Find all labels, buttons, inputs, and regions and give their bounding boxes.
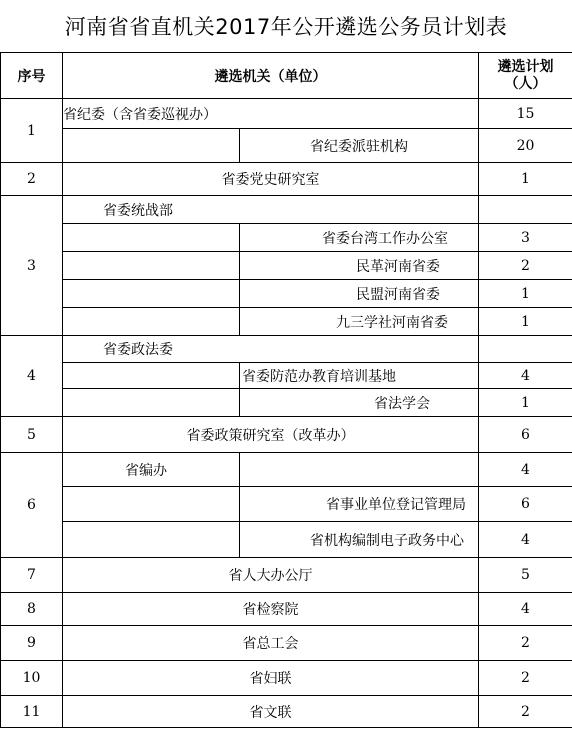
sub-unit-count: 6 xyxy=(479,487,572,522)
table-row xyxy=(1,252,572,280)
empty-cell xyxy=(63,129,240,163)
page-title: 河南省省直机关2017年公开遴选公务员计划表 xyxy=(64,15,508,39)
table-row xyxy=(1,626,572,661)
table-row xyxy=(1,196,572,224)
sub-unit-count: 1 xyxy=(479,389,572,417)
table-row xyxy=(1,280,572,308)
unit-count: 2 xyxy=(479,626,572,661)
sub-unit-count: 1 xyxy=(479,308,572,336)
unit-count: 4 xyxy=(479,453,572,487)
empty-cell xyxy=(63,389,240,417)
row-index: 10 xyxy=(1,661,63,696)
unit-count: 4 xyxy=(479,593,572,626)
table-row xyxy=(1,163,572,196)
row-index: 2 xyxy=(1,163,63,196)
empty-cell xyxy=(63,224,240,252)
unit-name: 省总工会 xyxy=(63,626,479,661)
table-row xyxy=(1,593,572,626)
unit-name: 省委党史研究室 xyxy=(63,163,479,196)
empty-cell xyxy=(63,487,240,522)
empty-cell xyxy=(63,252,240,280)
table-row xyxy=(1,522,572,558)
plan-table xyxy=(0,52,572,728)
sub-unit-name: 省机构编制电子政务中心 xyxy=(240,522,479,558)
header-count-line2: （人） xyxy=(504,75,547,92)
unit-name: 省委政法委 xyxy=(63,336,479,363)
table-row xyxy=(1,363,572,389)
row-index: 6 xyxy=(1,453,63,558)
sub-unit-name: 省法学会 xyxy=(240,389,479,417)
header-index: 序号 xyxy=(1,53,63,99)
header-count xyxy=(479,53,572,99)
row-index: 3 xyxy=(1,196,63,336)
unit-name: 省编办 xyxy=(63,453,240,487)
table-row xyxy=(1,558,572,593)
row-index: 7 xyxy=(1,558,63,593)
sub-unit-count: 4 xyxy=(479,522,572,558)
header-row xyxy=(1,53,572,99)
sub-unit-name: 省委台湾工作办公室 xyxy=(240,224,479,252)
unit-name: 省委政策研究室（改革办） xyxy=(63,417,479,453)
sub-unit-count: 20 xyxy=(479,129,572,163)
table-row xyxy=(1,453,572,487)
sub-unit-count: 2 xyxy=(479,252,572,280)
sub-unit-name: 省事业单位登记管理局 xyxy=(240,487,479,522)
row-index: 4 xyxy=(1,336,63,417)
table-row xyxy=(1,308,572,336)
row-index: 11 xyxy=(1,696,63,728)
unit-name: 省委统战部 xyxy=(63,196,479,224)
empty-cell xyxy=(63,522,240,558)
empty-cell xyxy=(63,308,240,336)
table-row xyxy=(1,336,572,363)
sub-unit-count: 4 xyxy=(479,363,572,389)
unit-count: 2 xyxy=(479,696,572,728)
unit-count: 6 xyxy=(479,417,572,453)
row-index: 1 xyxy=(1,99,63,163)
empty-cell xyxy=(240,453,479,487)
unit-count: 2 xyxy=(479,661,572,696)
unit-count xyxy=(479,196,572,224)
row-index: 5 xyxy=(1,417,63,453)
unit-name: 省纪委（含省委巡视办） xyxy=(63,99,479,129)
unit-name: 省检察院 xyxy=(63,593,479,626)
sub-unit-count: 1 xyxy=(479,280,572,308)
unit-count xyxy=(479,336,572,363)
table-row xyxy=(1,696,572,728)
header-count-line1: 遴选计划 xyxy=(497,58,554,75)
table-row xyxy=(1,129,572,163)
unit-name: 省妇联 xyxy=(63,661,479,696)
sub-unit-name: 九三学社河南省委 xyxy=(240,308,479,336)
sub-unit-name: 民盟河南省委 xyxy=(240,280,479,308)
table-row xyxy=(1,417,572,453)
table-row xyxy=(1,661,572,696)
unit-name: 省人大办公厅 xyxy=(63,558,479,593)
row-index: 8 xyxy=(1,593,63,626)
unit-count: 15 xyxy=(479,99,572,129)
row-index: 9 xyxy=(1,626,63,661)
empty-cell xyxy=(63,363,240,389)
unit-count: 5 xyxy=(479,558,572,593)
header-unit: 遴选机关（单位） xyxy=(63,53,479,99)
sub-unit-name: 省纪委派驻机构 xyxy=(240,129,479,163)
sub-unit-count: 3 xyxy=(479,224,572,252)
table-row xyxy=(1,389,572,417)
unit-count: 1 xyxy=(479,163,572,196)
table-row xyxy=(1,224,572,252)
sub-unit-name: 省委防范办教育培训基地 xyxy=(240,363,479,389)
table-row xyxy=(1,487,572,522)
unit-name: 省文联 xyxy=(63,696,479,728)
empty-cell xyxy=(63,280,240,308)
table-row xyxy=(1,99,572,129)
sub-unit-name: 民革河南省委 xyxy=(240,252,479,280)
